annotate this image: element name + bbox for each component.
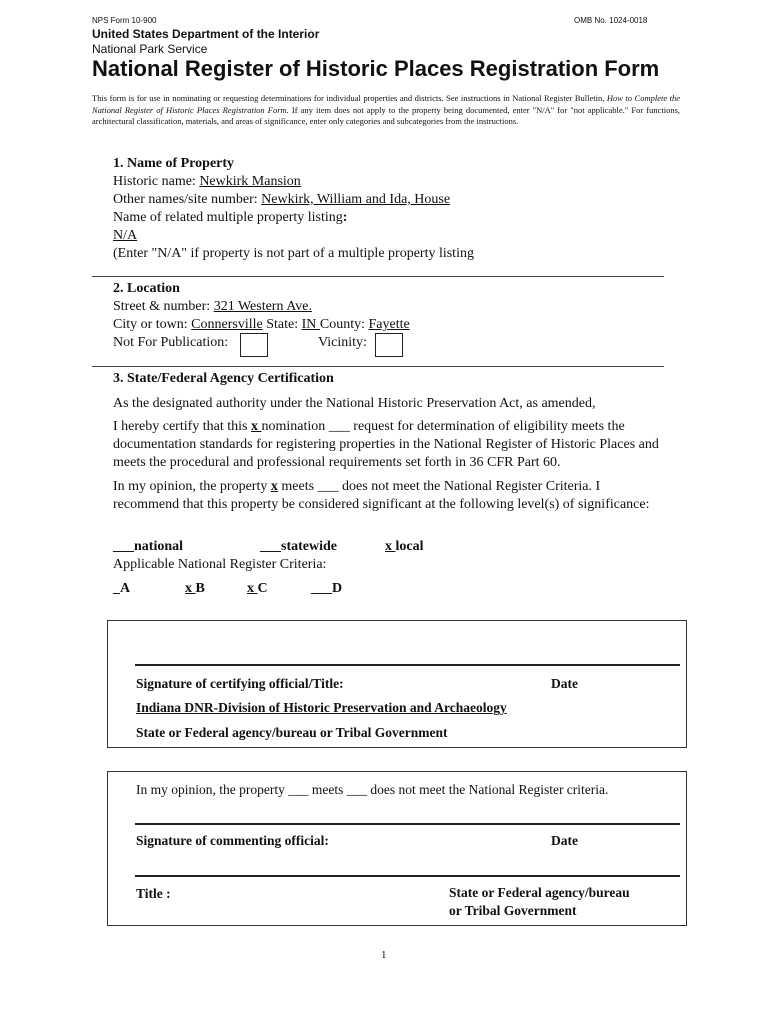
not-for-publication-checkbox[interactable] [240, 333, 268, 357]
form-number: NPS Form 10-900 [92, 16, 157, 25]
certifying-signature-label: Signature of certifying official/Title: [136, 676, 344, 691]
commenting-title-line[interactable] [135, 875, 680, 877]
commenting-agency-line-2: or Tribal Government [449, 903, 577, 918]
request-blank[interactable]: ___ [328, 419, 350, 434]
commenting-title-label: Title : [136, 886, 171, 901]
nomination-mark[interactable]: x [251, 419, 262, 434]
certifying-date-label: Date [551, 676, 578, 691]
level-national[interactable]: ___national [113, 539, 184, 554]
street-row: Street & number: 321 Western Ave. [113, 299, 312, 314]
certifying-signature-line[interactable] [135, 664, 680, 666]
related-listing-label: Name of related multiple property listing: [113, 210, 348, 225]
meets-blank[interactable]: ___ [288, 782, 309, 797]
related-listing-note: (Enter "N/A" if property is not part of a multiple property listing [113, 246, 474, 261]
department-name: United States Department of the Interior [92, 27, 320, 41]
criterion-b[interactable]: x B [185, 581, 205, 596]
criteria-label: Applicable National Register Criteria: [113, 557, 327, 572]
certification-paragraph: I hereby certify that this x nomination ___ request for determination of eligibility meets the documentation standards for registering properties in the National Register of Historic Places and meets the procedural and professional requirements set forth in 36 CFR Part 60. [113, 419, 659, 470]
commenting-agency-line-1: State or Federal agency/bureau [449, 885, 630, 900]
historic-name-row: Historic name: Newkirk Mansion [113, 174, 301, 189]
meets-mark[interactable]: x [270, 479, 278, 494]
not-for-publication-label: Not For Publication: [113, 335, 229, 350]
commenting-date-label: Date [551, 833, 578, 848]
form-title: National Register of Historic Places Registration Form [92, 56, 660, 81]
section-1-heading: 1. Name of Property [113, 156, 235, 171]
commenting-signature-label: Signature of commenting official: [136, 833, 329, 848]
does-not-meet-blank[interactable]: ___ [317, 479, 339, 494]
page-number: 1 [381, 949, 387, 961]
form-instructions: This form is for use in nominating or requesting determinations for individual properties and districts. See instructions in National Register Bulletin, How to Complete the National Register of Historic Places Registration Form. If any item does not apply to the property being documented, enter "N/A" for "not applicable." For functions, architectural classification, materials, and areas of significance, enter only categories and subcategories from the instructions. [92, 93, 680, 126]
related-listing-value[interactable]: N/A [113, 228, 138, 243]
vicinity-checkbox[interactable] [375, 333, 403, 357]
city-state-county-row: City or town: Connersville State: IN County: Fayette [113, 317, 410, 332]
commenting-signature-line[interactable] [135, 823, 680, 825]
section-3-heading: 3. State/Federal Agency Certification [113, 371, 334, 386]
county-value[interactable]: Fayette [368, 317, 410, 332]
commenting-opinion: In my opinion, the property ___ meets ___ does not meet the National Register criteria. [136, 782, 609, 797]
does-not-meet-blank[interactable]: ___ [346, 782, 367, 797]
service-name: National Park Service [92, 42, 208, 56]
street-value[interactable]: 321 Western Ave. [213, 299, 312, 314]
authority-statement: As the designated authority under the National Historic Preservation Act, as amended, [113, 396, 596, 411]
historic-name-value[interactable]: Newkirk Mansion [199, 174, 301, 189]
omb-number: OMB No. 1024-0018 [574, 16, 648, 25]
section-2-heading: 2. Location [113, 281, 180, 296]
level-local[interactable]: x local [385, 539, 424, 554]
vicinity-label: Vicinity: [318, 335, 367, 350]
divider [92, 276, 664, 277]
city-value[interactable]: Connersville [191, 317, 263, 332]
other-names-row: Other names/site number: Newkirk, William and Ida, House [113, 192, 451, 207]
certifying-agency-name: Indiana DNR-Division of Historic Preservation and Archaeology [136, 700, 507, 715]
divider [92, 366, 664, 367]
level-statewide[interactable]: ___statewide [260, 539, 337, 554]
other-names-value[interactable]: Newkirk, William and Ida, House [261, 192, 451, 207]
opinion-paragraph: In my opinion, the property x meets ___ does not meet the National Register Criteria. I recommend that this property be considered significant at the following level(s) of significance: [113, 479, 650, 512]
criterion-c[interactable]: x C [247, 581, 268, 596]
state-value[interactable]: IN [301, 317, 320, 332]
certifying-agency-label: State or Federal agency/bureau or Tribal Government [136, 725, 448, 740]
criterion-d[interactable]: ___D [311, 581, 343, 596]
criterion-a[interactable]: _A [113, 581, 131, 596]
